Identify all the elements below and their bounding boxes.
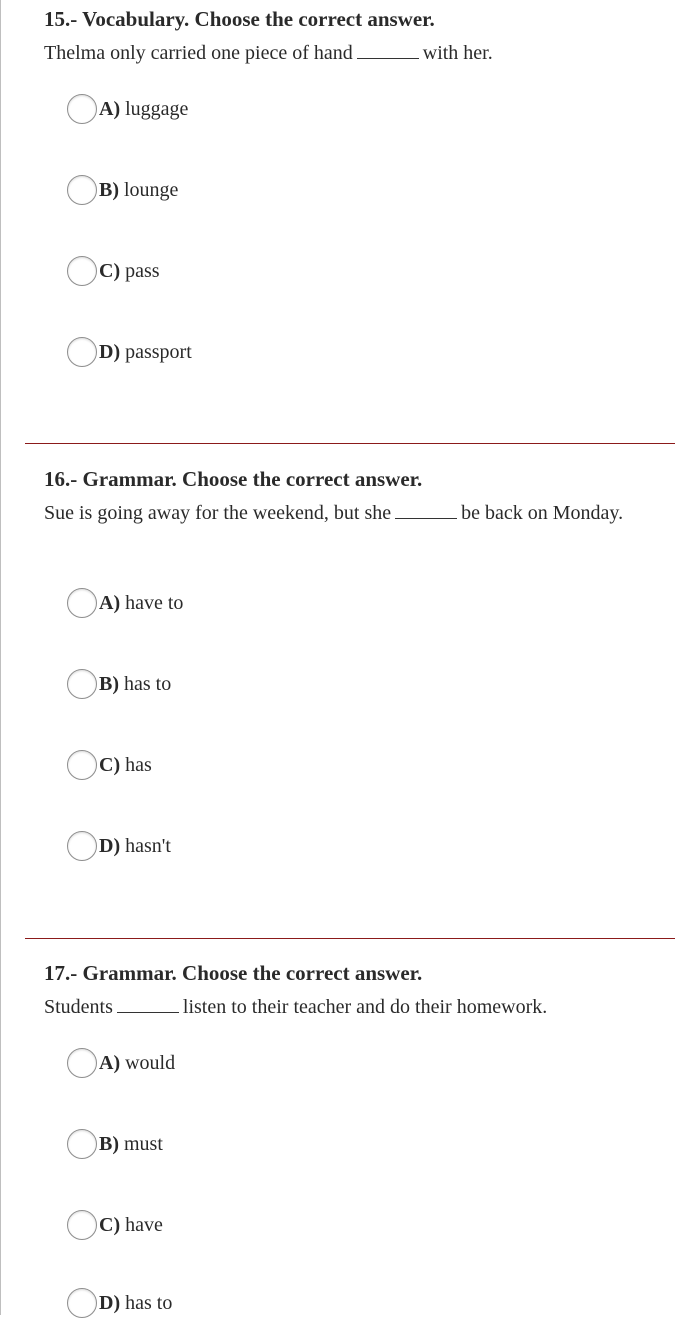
option-letter: A) <box>99 591 121 614</box>
option-label: must <box>124 1132 163 1155</box>
stem-text-after: with her. <box>422 42 493 64</box>
question-stem <box>44 496 644 530</box>
option-b[interactable] <box>67 668 171 700</box>
radio-button[interactable] <box>67 750 97 780</box>
option-letter: B) <box>99 672 119 695</box>
left-border <box>0 0 1 1315</box>
question-title: 15.- Vocabulary. Choose the correct answer. <box>44 7 435 31</box>
option-letter: C) <box>99 259 121 282</box>
question-title: 16.- Grammar. Choose the correct answer. <box>44 467 423 491</box>
option-label: has to <box>124 672 172 695</box>
question-17 <box>44 960 644 1024</box>
question-stem <box>44 36 644 70</box>
option-letter: D) <box>99 340 121 363</box>
answer-blank <box>117 994 179 1013</box>
option-label: have to <box>125 591 184 614</box>
option-label: has <box>125 753 152 776</box>
radio-button[interactable] <box>67 337 97 367</box>
option-c[interactable] <box>67 255 160 287</box>
option-letter: B) <box>99 1132 119 1155</box>
stem-text-before: Thelma only carried one piece of hand <box>44 42 353 64</box>
section-divider <box>25 443 675 444</box>
answer-blank <box>395 500 457 519</box>
radio-button[interactable] <box>67 1210 97 1240</box>
radio-button[interactable] <box>67 94 97 124</box>
question-15 <box>44 6 644 70</box>
stem-text-after: listen to their teacher and do their homework. <box>182 996 548 1018</box>
option-letter: C) <box>99 1213 121 1236</box>
radio-button[interactable] <box>67 1048 97 1078</box>
radio-button[interactable] <box>67 175 97 205</box>
radio-button[interactable] <box>67 1288 97 1318</box>
stem-text-before: Sue is going away for the weekend, but she <box>44 502 392 524</box>
option-a[interactable] <box>67 587 183 619</box>
option-c[interactable] <box>67 1209 163 1241</box>
question-title: 17.- Grammar. Choose the correct answer. <box>44 961 423 985</box>
radio-button[interactable] <box>67 1129 97 1159</box>
option-b[interactable] <box>67 1128 163 1160</box>
option-label: hasn't <box>125 834 171 857</box>
section-divider <box>25 938 675 939</box>
option-label: would <box>125 1051 176 1074</box>
option-a[interactable] <box>67 1047 175 1079</box>
option-a[interactable] <box>67 93 188 125</box>
option-letter: C) <box>99 753 121 776</box>
option-letter: D) <box>99 834 121 857</box>
radio-button[interactable] <box>67 588 97 618</box>
option-d[interactable] <box>67 1287 172 1319</box>
option-label: have <box>125 1213 163 1236</box>
radio-button[interactable] <box>67 831 97 861</box>
radio-button[interactable] <box>67 669 97 699</box>
answer-blank <box>357 40 419 59</box>
radio-button[interactable] <box>67 256 97 286</box>
option-c[interactable] <box>67 749 152 781</box>
option-letter: D) <box>99 1291 121 1314</box>
question-16 <box>44 466 644 530</box>
option-label: pass <box>125 259 160 282</box>
option-label: has to <box>125 1291 173 1314</box>
option-label: lounge <box>124 178 179 201</box>
option-d[interactable] <box>67 830 171 862</box>
option-letter: A) <box>99 1051 121 1074</box>
option-letter: A) <box>99 97 121 120</box>
option-letter: B) <box>99 178 119 201</box>
option-d[interactable] <box>67 336 192 368</box>
option-label: passport <box>125 340 192 363</box>
stem-text-after: be back on Monday. <box>461 502 624 524</box>
option-label: luggage <box>125 97 189 120</box>
question-stem <box>44 990 644 1024</box>
stem-text-before: Students <box>44 996 113 1018</box>
option-b[interactable] <box>67 174 178 206</box>
